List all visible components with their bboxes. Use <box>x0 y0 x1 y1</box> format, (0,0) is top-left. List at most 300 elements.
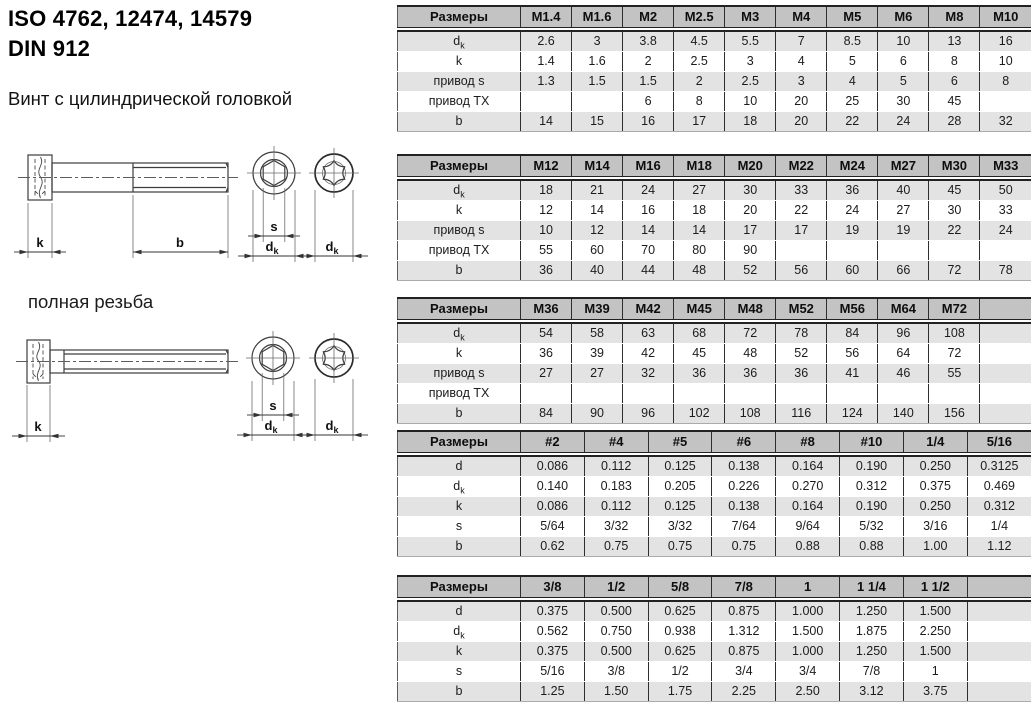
table-row <box>398 497 1032 517</box>
value-cell <box>980 323 1031 344</box>
value-cell: 17 <box>674 112 725 132</box>
table-row <box>398 517 1032 537</box>
value-cell: 1.5 <box>572 72 623 92</box>
value-cell: 24 <box>827 201 878 221</box>
table-row <box>398 221 1032 241</box>
size-column-header: 1 <box>776 576 840 598</box>
value-cell: 0.88 <box>840 537 904 557</box>
value-cell: 60 <box>572 241 623 261</box>
row-label-cell: $d_k$ <box>398 323 521 344</box>
size-column-header: 7/8 <box>712 576 776 598</box>
value-cell: 0.625 <box>648 601 712 622</box>
value-cell <box>967 601 1031 622</box>
screw-drawing-partial-thread <box>0 140 392 270</box>
value-cell: 0.183 <box>584 477 648 497</box>
value-cell: 27 <box>878 201 929 221</box>
size-column-header <box>967 576 1031 598</box>
value-cell: 5.5 <box>725 31 776 52</box>
size-column-header: 1 1/2 <box>903 576 967 598</box>
value-cell: 3/32 <box>584 517 648 537</box>
dimension-table-5 <box>397 575 1031 702</box>
value-cell: 45 <box>674 344 725 364</box>
value-cell: 36 <box>521 344 572 364</box>
value-cell: 1.000 <box>776 642 840 662</box>
size-column-header: M1.4 <box>521 6 572 28</box>
value-cell: 0.138 <box>712 497 776 517</box>
table-row <box>398 344 1032 364</box>
value-cell: 48 <box>674 261 725 281</box>
value-cell: 30 <box>725 180 776 201</box>
value-cell: 27 <box>674 180 725 201</box>
value-cell: 14 <box>572 201 623 221</box>
size-column-header: M12 <box>521 155 572 177</box>
size-column-header: 3/8 <box>521 576 585 598</box>
value-cell: 0.75 <box>712 537 776 557</box>
table-row <box>398 477 1032 497</box>
value-cell: 10 <box>725 92 776 112</box>
size-column-header: 5/8 <box>648 576 712 598</box>
value-cell: 90 <box>725 241 776 261</box>
value-cell: 12 <box>572 221 623 241</box>
value-cell: 3/4 <box>776 662 840 682</box>
value-cell: 9/64 <box>776 517 840 537</box>
value-cell: 17 <box>725 221 776 241</box>
size-column-header: M2 <box>623 6 674 28</box>
value-cell: 0.086 <box>521 497 585 517</box>
value-cell <box>725 384 776 404</box>
value-cell: 10 <box>878 31 929 52</box>
value-cell: 96 <box>623 404 674 424</box>
value-cell: 78 <box>776 323 827 344</box>
size-column-header: #8 <box>776 431 840 453</box>
value-cell <box>521 384 572 404</box>
value-cell: 13 <box>929 31 980 52</box>
value-cell <box>827 384 878 404</box>
size-column-header: M14 <box>572 155 623 177</box>
value-cell: 14 <box>674 221 725 241</box>
table-header-row <box>398 155 1032 177</box>
value-cell: 0.112 <box>584 497 648 517</box>
value-cell: 0.312 <box>967 497 1031 517</box>
size-column-header: 1/2 <box>584 576 648 598</box>
value-cell: 3/32 <box>648 517 712 537</box>
value-cell: 2.5 <box>674 52 725 72</box>
row-label-cell: k <box>398 52 521 72</box>
value-cell <box>878 241 929 261</box>
value-cell: 6 <box>878 52 929 72</box>
value-cell: 21 <box>572 180 623 201</box>
value-cell: 1.000 <box>776 601 840 622</box>
value-cell: 45 <box>929 92 980 112</box>
value-cell: 78 <box>980 261 1031 281</box>
row-label-cell: s <box>398 662 521 682</box>
torx-socket-end-view <box>309 148 359 198</box>
value-cell: 10 <box>980 52 1031 72</box>
dimension-table-metric-m1-4-to-m10 <box>397 5 1031 132</box>
value-cell <box>878 384 929 404</box>
value-cell: 0.086 <box>521 456 585 477</box>
value-cell: 36 <box>776 364 827 384</box>
value-cell: 1.3 <box>521 72 572 92</box>
row-label-cell: b <box>398 112 521 132</box>
value-cell: 52 <box>776 344 827 364</box>
value-cell: 0.138 <box>712 456 776 477</box>
value-cell: 1/2 <box>648 662 712 682</box>
table-row <box>398 622 1032 642</box>
value-cell: 3/16 <box>903 517 967 537</box>
value-cell: 6 <box>929 72 980 92</box>
value-cell: 72 <box>929 261 980 281</box>
value-cell: 0.500 <box>584 642 648 662</box>
value-cell: 5/32 <box>840 517 904 537</box>
value-cell: 7 <box>776 31 827 52</box>
value-cell: 1.312 <box>712 622 776 642</box>
value-cell: 84 <box>827 323 878 344</box>
size-column-header: M52 <box>776 298 827 320</box>
standard-title-din: DIN 912 <box>8 36 91 61</box>
table-row <box>398 404 1032 424</box>
value-cell: 0.375 <box>521 642 585 662</box>
dimension-table-3 <box>397 297 1031 424</box>
value-cell: 63 <box>623 323 674 344</box>
value-cell <box>572 92 623 112</box>
value-cell: 2.5 <box>725 72 776 92</box>
value-cell <box>980 364 1031 384</box>
value-cell: 3 <box>725 52 776 72</box>
size-column-header: 1/4 <box>903 431 967 453</box>
value-cell: 8 <box>674 92 725 112</box>
table-row <box>398 384 1032 404</box>
value-cell: 0.562 <box>521 622 585 642</box>
value-cell: 24 <box>878 112 929 132</box>
value-cell <box>929 384 980 404</box>
size-column-header <box>980 298 1031 320</box>
value-cell: 20 <box>725 201 776 221</box>
screw-side-view <box>16 340 238 383</box>
value-cell: 16 <box>623 201 674 221</box>
value-cell: 70 <box>623 241 674 261</box>
value-cell: 72 <box>725 323 776 344</box>
value-cell: 20 <box>776 92 827 112</box>
size-column-header: M20 <box>725 155 776 177</box>
dimension-table-4 <box>397 430 1031 557</box>
value-cell: 1.500 <box>903 601 967 622</box>
table-row <box>398 456 1032 477</box>
row-label-cell: привод TX <box>398 384 521 404</box>
row-label-cell: привод s <box>398 72 521 92</box>
size-column-header: M2.5 <box>674 6 725 28</box>
row-label-cell: k <box>398 642 521 662</box>
value-cell: 56 <box>827 344 878 364</box>
value-cell: 1.875 <box>840 622 904 642</box>
screw-side-view <box>18 155 238 200</box>
value-cell: 55 <box>521 241 572 261</box>
value-cell: 3 <box>572 31 623 52</box>
dim-label-dk: $d_k$ <box>325 418 339 435</box>
value-cell: 2.6 <box>521 31 572 52</box>
value-cell: 0.500 <box>584 601 648 622</box>
size-column-header: M39 <box>572 298 623 320</box>
value-cell <box>967 682 1031 702</box>
table-row <box>398 201 1032 221</box>
row-label-cell: d <box>398 601 521 622</box>
value-cell <box>776 384 827 404</box>
row-label-cell: привод s <box>398 221 521 241</box>
value-cell: 1/4 <box>967 517 1031 537</box>
value-cell: 84 <box>521 404 572 424</box>
value-cell <box>980 92 1031 112</box>
table-row <box>398 112 1032 132</box>
table-row <box>398 52 1032 72</box>
value-cell: 14 <box>623 221 674 241</box>
table-header-row <box>398 298 1032 320</box>
value-cell: 33 <box>776 180 827 201</box>
value-cell <box>521 92 572 112</box>
size-column-header: 1 1/4 <box>840 576 904 598</box>
value-cell: 1.250 <box>840 601 904 622</box>
value-cell: 3.12 <box>840 682 904 702</box>
dimension-table-inch-no2-to-5-16 <box>397 430 1031 557</box>
value-cell: 36 <box>521 261 572 281</box>
sizes-header-cell: Размеры <box>398 6 521 28</box>
size-column-header: M45 <box>674 298 725 320</box>
value-cell: 54 <box>521 323 572 344</box>
size-column-header: M6 <box>878 6 929 28</box>
value-cell: 0.3125 <box>967 456 1031 477</box>
value-cell: 0.250 <box>903 456 967 477</box>
value-cell: 19 <box>827 221 878 241</box>
size-column-header: M5 <box>827 6 878 28</box>
value-cell: 0.750 <box>584 622 648 642</box>
value-cell: 25 <box>827 92 878 112</box>
value-cell: 22 <box>776 201 827 221</box>
value-cell: 0.375 <box>521 601 585 622</box>
value-cell: 55 <box>929 364 980 384</box>
value-cell: 1.50 <box>584 682 648 702</box>
dimension-table-inch-3-8-to-1-1-2 <box>397 575 1031 702</box>
value-cell: 5/16 <box>521 662 585 682</box>
value-cell <box>929 241 980 261</box>
value-cell: 2 <box>623 52 674 72</box>
value-cell: 18 <box>674 201 725 221</box>
size-column-header: M42 <box>623 298 674 320</box>
value-cell: 52 <box>725 261 776 281</box>
full-thread-label: полная резьба <box>28 291 154 312</box>
value-cell <box>980 404 1031 424</box>
size-column-header: M72 <box>929 298 980 320</box>
row-label-cell: b <box>398 537 521 557</box>
dim-label-dk: $d_k$ <box>264 418 278 435</box>
value-cell: 16 <box>623 112 674 132</box>
hex-socket-end-view <box>247 146 301 200</box>
value-cell <box>623 384 674 404</box>
row-label-cell: b <box>398 682 521 702</box>
value-cell: 42 <box>623 344 674 364</box>
size-column-header: 5/16 <box>967 431 1031 453</box>
dimension-annotations <box>14 188 368 262</box>
value-cell: 22 <box>929 221 980 241</box>
value-cell: 15 <box>572 112 623 132</box>
sizes-header-cell: Размеры <box>398 576 521 598</box>
value-cell: 108 <box>929 323 980 344</box>
value-cell: 22 <box>827 112 878 132</box>
dim-label-s: s <box>269 398 277 413</box>
value-cell: 1.250 <box>840 642 904 662</box>
dim-label-k: k <box>34 419 42 434</box>
value-cell <box>980 344 1031 364</box>
row-label-cell: k <box>398 201 521 221</box>
value-cell: 0.125 <box>648 497 712 517</box>
value-cell: 45 <box>929 180 980 201</box>
table-row <box>398 241 1032 261</box>
size-column-header: M33 <box>980 155 1031 177</box>
value-cell: 0.75 <box>648 537 712 557</box>
row-label-cell: $d_k$ <box>398 180 521 201</box>
value-cell: 0.875 <box>712 642 776 662</box>
table-row <box>398 537 1032 557</box>
value-cell: 108 <box>725 404 776 424</box>
size-column-header: #6 <box>712 431 776 453</box>
value-cell: 1.500 <box>776 622 840 642</box>
sizes-header-cell: Размеры <box>398 431 521 453</box>
value-cell: 1.4 <box>521 52 572 72</box>
row-label-cell: k <box>398 344 521 364</box>
table-row <box>398 323 1032 344</box>
size-column-header: M22 <box>776 155 827 177</box>
size-column-header: M3 <box>725 6 776 28</box>
value-cell: 16 <box>980 31 1031 52</box>
value-cell: 1.00 <box>903 537 967 557</box>
sizes-header-cell: Размеры <box>398 155 521 177</box>
value-cell: 8 <box>929 52 980 72</box>
product-subtitle: Винт с цилиндрической головкой <box>8 88 293 109</box>
table-header-row <box>398 431 1032 453</box>
value-cell: 36 <box>674 364 725 384</box>
value-cell: 17 <box>776 221 827 241</box>
value-cell: 0.75 <box>584 537 648 557</box>
value-cell <box>980 241 1031 261</box>
value-cell: 5 <box>878 72 929 92</box>
size-column-header: #5 <box>648 431 712 453</box>
table-row <box>398 364 1032 384</box>
value-cell: 124 <box>827 404 878 424</box>
value-cell: 4 <box>827 72 878 92</box>
value-cell: 32 <box>980 112 1031 132</box>
value-cell: 66 <box>878 261 929 281</box>
table-row <box>398 662 1032 682</box>
value-cell: 40 <box>878 180 929 201</box>
value-cell: 10 <box>521 221 572 241</box>
row-label-cell: s <box>398 517 521 537</box>
dimension-table-1 <box>397 5 1031 132</box>
value-cell: 36 <box>827 180 878 201</box>
size-column-header: #2 <box>521 431 585 453</box>
row-label-cell: $d_k$ <box>398 622 521 642</box>
size-column-header: M36 <box>521 298 572 320</box>
value-cell: 27 <box>521 364 572 384</box>
value-cell: 30 <box>929 201 980 221</box>
size-column-header: M27 <box>878 155 929 177</box>
value-cell: 90 <box>572 404 623 424</box>
hex-socket-end-view <box>246 331 300 385</box>
table-row <box>398 682 1032 702</box>
value-cell: 4.5 <box>674 31 725 52</box>
value-cell: 2.25 <box>712 682 776 702</box>
value-cell: 3/8 <box>584 662 648 682</box>
value-cell: 18 <box>725 112 776 132</box>
value-cell: 24 <box>623 180 674 201</box>
table-row <box>398 601 1032 622</box>
value-cell: 20 <box>776 112 827 132</box>
size-column-header: #10 <box>840 431 904 453</box>
value-cell <box>967 642 1031 662</box>
value-cell: 3.75 <box>903 682 967 702</box>
table-header-row <box>398 6 1032 28</box>
table-row <box>398 180 1032 201</box>
value-cell: 0.469 <box>967 477 1031 497</box>
value-cell: 8 <box>980 72 1031 92</box>
value-cell: 36 <box>725 364 776 384</box>
dimension-table-metric-m36-to-m72 <box>397 297 1031 424</box>
row-label-cell: $d_k$ <box>398 31 521 52</box>
value-cell: 0.375 <box>903 477 967 497</box>
size-column-header: M8 <box>929 6 980 28</box>
size-column-header: M30 <box>929 155 980 177</box>
torx-socket-end-view <box>309 333 359 383</box>
table-row <box>398 92 1032 112</box>
value-cell: 27 <box>572 364 623 384</box>
row-label-cell: b <box>398 261 521 281</box>
value-cell: 72 <box>929 344 980 364</box>
value-cell: 156 <box>929 404 980 424</box>
value-cell: 48 <box>725 344 776 364</box>
size-column-header: M64 <box>878 298 929 320</box>
table-row <box>398 642 1032 662</box>
value-cell: 1.6 <box>572 52 623 72</box>
value-cell: 46 <box>878 364 929 384</box>
value-cell: 8.5 <box>827 31 878 52</box>
value-cell: 3.8 <box>623 31 674 52</box>
value-cell: 12 <box>521 201 572 221</box>
value-cell: 1.5 <box>623 72 674 92</box>
size-column-header: M10 <box>980 6 1031 28</box>
value-cell: 0.625 <box>648 642 712 662</box>
dim-label-dk: $d_k$ <box>325 239 339 256</box>
value-cell: 7/8 <box>840 662 904 682</box>
size-column-header: #4 <box>584 431 648 453</box>
row-label-cell: привод s <box>398 364 521 384</box>
value-cell: 96 <box>878 323 929 344</box>
value-cell: 18 <box>521 180 572 201</box>
value-cell: 3 <box>776 72 827 92</box>
value-cell: 2.250 <box>903 622 967 642</box>
value-cell: 44 <box>623 261 674 281</box>
value-cell: 5/64 <box>521 517 585 537</box>
value-cell: 14 <box>521 112 572 132</box>
value-cell <box>980 384 1031 404</box>
size-column-header: M56 <box>827 298 878 320</box>
value-cell: 1.12 <box>967 537 1031 557</box>
value-cell: 39 <box>572 344 623 364</box>
value-cell: 3/4 <box>712 662 776 682</box>
value-cell: 6 <box>623 92 674 112</box>
value-cell: 116 <box>776 404 827 424</box>
value-cell: 0.164 <box>776 456 840 477</box>
value-cell: 0.270 <box>776 477 840 497</box>
table-header-row <box>398 576 1032 598</box>
value-cell: 80 <box>674 241 725 261</box>
standard-title-iso: ISO 4762, 12474, 14579 <box>8 6 253 31</box>
